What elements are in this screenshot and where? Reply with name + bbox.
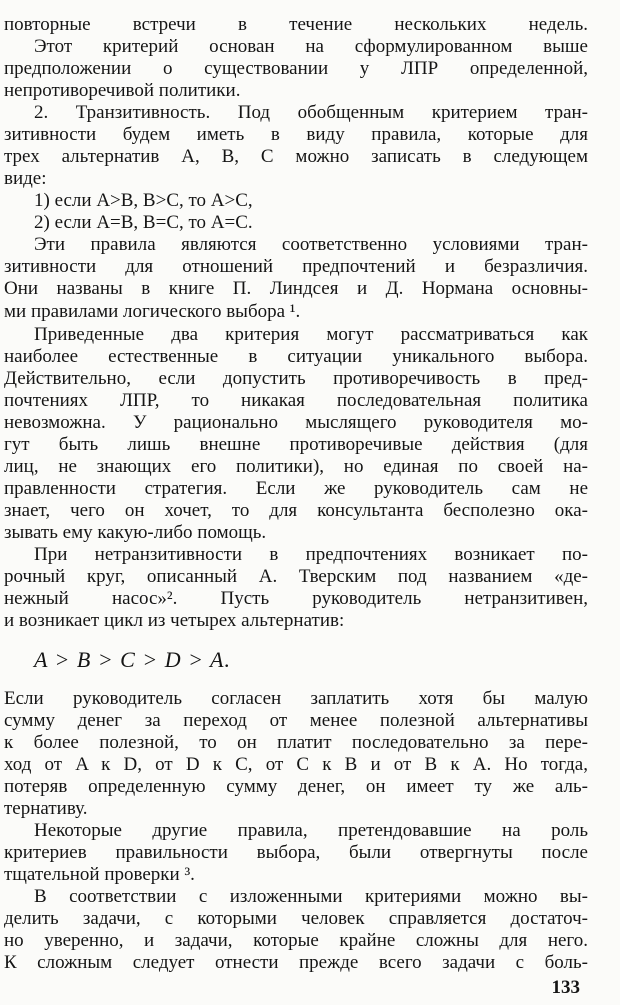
page-number: 133 bbox=[551, 977, 580, 998]
text-block-top bbox=[4, 14, 588, 632]
text-line: повторные встречи в течение нескольких недель. bbox=[4, 14, 588, 35]
text-line: нежный насос»². Пусть руководитель нетранзитивен, bbox=[4, 588, 588, 609]
text-line: При нетранзитивности в предпочтениях возникает по- bbox=[34, 544, 588, 565]
text-line: В соответствии с изложенными критериями можно вы- bbox=[34, 886, 588, 907]
text-line: Некоторые другие правила, претендовавшие на роль bbox=[34, 820, 588, 841]
text-line: ход от A к D, от D к C, от C к B и от B к A. Но тогда, bbox=[4, 754, 588, 775]
text-line: ми правилами логического выбора ¹. bbox=[4, 301, 301, 322]
text-line: Приведенные два критерия могут рассматриваться как bbox=[34, 324, 588, 345]
text-line: потеряв определенную сумму денег, он имеет ту же аль- bbox=[4, 776, 588, 797]
text-line: 1) если A>B, B>C, то A>C, bbox=[34, 190, 253, 211]
text-line: и возникает цикл из четырех альтернатив: bbox=[4, 610, 345, 631]
text-line: зывать ему какую-либо помощь. bbox=[4, 522, 267, 543]
text-line: Они названы в книге П. Линдсея и Д. Нормана основны- bbox=[4, 278, 588, 299]
text-line: зитивности будем иметь в виду правила, которые для bbox=[4, 124, 588, 145]
text-line: виде: bbox=[4, 168, 47, 189]
text-line: делить задачи, с которыми человек справляется достаточ- bbox=[4, 908, 588, 929]
text-line: Если руководитель согласен заплатить хотя бы малую bbox=[4, 688, 588, 709]
text-line: лиц, не знающих его политики), но единая по своей на- bbox=[4, 456, 588, 477]
text-block-bottom bbox=[4, 688, 588, 974]
text-line: предположении о существовании у ЛПР определенной, bbox=[4, 58, 588, 79]
text-line: трех альтернатив A, B, C можно записать в следующем bbox=[4, 146, 588, 167]
text-line: правленности стратегия. Если же руководитель сам не bbox=[4, 478, 588, 499]
text-line: 2) если A=B, B=C, то A=C. bbox=[34, 212, 253, 233]
text-line: знает, чего он хочет, то для консультанта бесполезно ока- bbox=[4, 500, 588, 521]
page-text bbox=[4, 14, 588, 974]
text-line: Эти правила являются соответственно условиями тран- bbox=[34, 234, 588, 255]
text-line: сумму денег за переход от менее полезной альтернативы bbox=[4, 710, 588, 731]
text-line: тернативу. bbox=[4, 798, 88, 819]
text-line: непротиворечивой политики. bbox=[4, 80, 241, 101]
text-line: Действительно, если допустить противоречивость в пред- bbox=[4, 368, 588, 389]
cycle-formula: A > B > C > D > A. bbox=[34, 647, 231, 672]
text-line: тщательной проверки ³. bbox=[4, 864, 195, 885]
text-line: но уверенно, и задачи, которые крайне сложны для него. bbox=[4, 930, 588, 951]
text-line: К сложным следует отнести прежде всего задачи с боль- bbox=[4, 952, 588, 973]
text-line: наиболее естественные в ситуации уникального выбора. bbox=[4, 346, 588, 367]
text-line: к более полезной, то он платит последовательно за пере- bbox=[4, 732, 588, 753]
text-line: гут быть лишь внешне противоречивые действия (для bbox=[4, 434, 588, 455]
text-line: критериев правильности выбора, были отвергнуты после bbox=[4, 842, 588, 863]
text-line: рочный круг, описанный А. Тверским под названием «де- bbox=[4, 566, 588, 587]
text-line: 2. Транзитивность. Под обобщенным критерием тран- bbox=[34, 102, 588, 123]
text-line: зитивности для отношений предпочтений и безразличия. bbox=[4, 256, 588, 277]
text-line: почтениях ЛПР, то никакая последовательная политика bbox=[4, 390, 588, 411]
text-line: Этот критерий основан на сформулированном выше bbox=[34, 36, 588, 57]
text-line: невозможна. У рационально мыслящего руководителя мо- bbox=[4, 412, 588, 433]
